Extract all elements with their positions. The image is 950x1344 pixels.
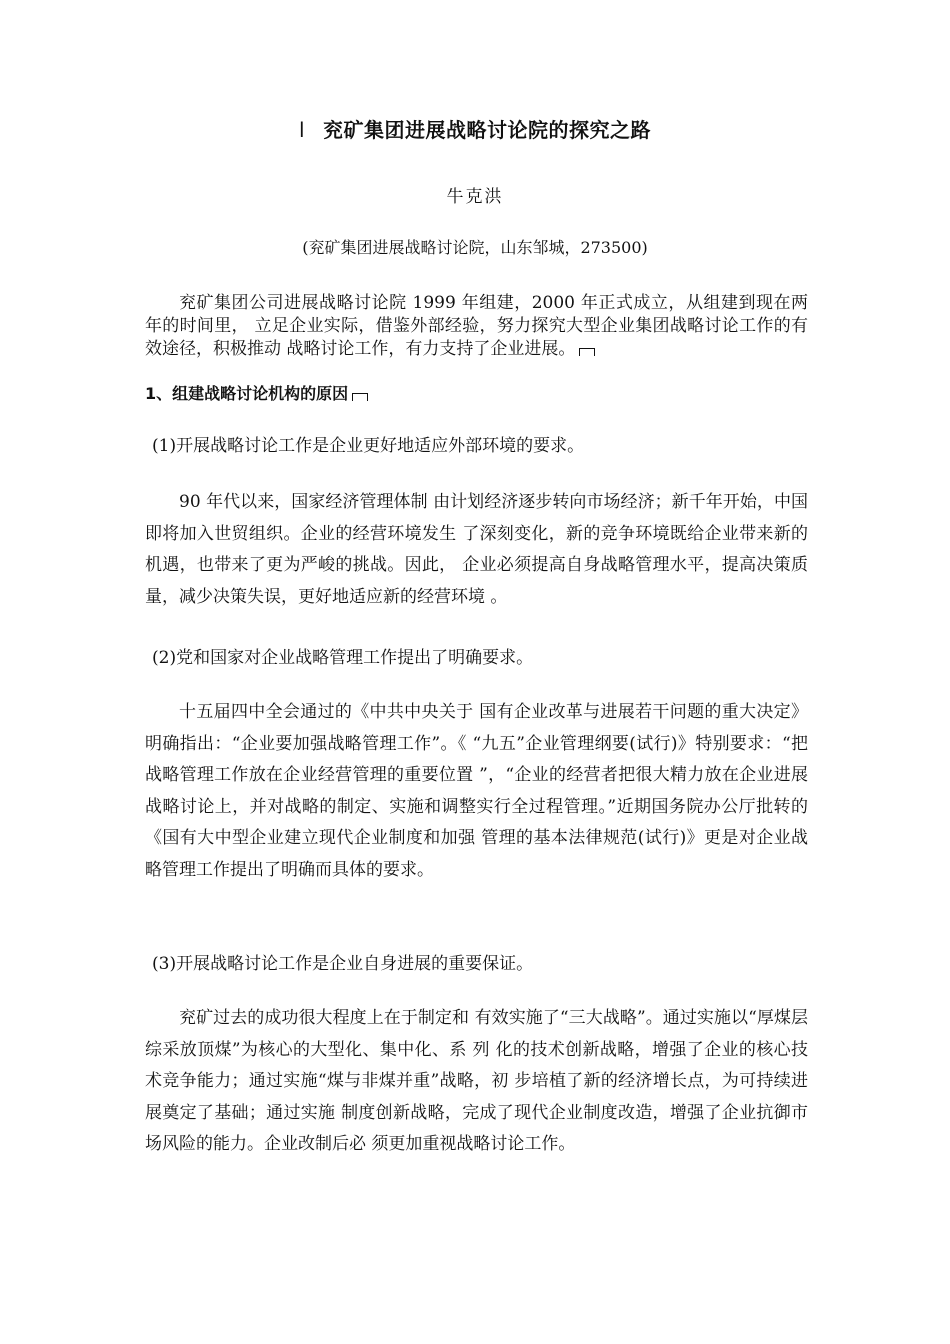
section-heading-text: 1、组建战略讨论机构的原因 <box>145 384 349 403</box>
abstract-paragraph <box>145 292 808 361</box>
author-name: 牛克洪 <box>446 187 504 207</box>
corner-mark-icon <box>352 393 368 401</box>
document-title <box>0 114 950 143</box>
subsection-heading-2: (2)党和国家对企业战略管理工作提出了明确要求。 <box>152 648 534 668</box>
corner-mark-icon <box>579 348 595 356</box>
subsection-paragraph-3: 兖矿过去的成功很大程度上在于制定和 有效实施了“三大战略”。通过实施以“厚煤层综采放顶煤”为核心的大型化、集中化、系 列 化的技术创新战略，增强了企业的核心技术竞争能力；通过实施“煤与非煤并重”战略，初 步培植了新的经济增长点，为可持续进展奠定了基础；通过实施 制度创新战略，完成了现代企业制度改造，增强了企业抗御市场风险的能力。企业改制后必 须更加重视战略讨论工作。 <box>145 1008 808 1154</box>
subsection-paragraph-1: 90 年代以来，国家经济管理体制 由计划经济逐步转向市场经济；新千年开始，中国即将加入世贸组织。企业的经营环境发生 了深刻变化，新的竞争环境既给企业带来新的机遇，也带来了更为严峻的挑战。因此， 企业必须提高自身战略管理水平，提高决策质量，减少决策失误，更好地适应新的经营环境 。 <box>145 492 808 607</box>
author-affiliation: (兖矿集团进展战略讨论院，山东邹城，273500) <box>302 238 648 257</box>
title-marker: l <box>298 118 306 142</box>
subsection-paragraph-2: 十五届四中全会通过的《中共中央关于 国有企业改革与进展若干问题的重大决定》明确指出：“企业要加强战略管理工作”。《 “九五”企业管理纲要(试行)》特别要求：“把战略管理工作放在企业经营管理的重要位置 ”，“企业的经营者把很大精力放在企业进展战略讨论上，并对战略的制定、实施和调整实行全过程管理。”近期国务院办公厅批转的《国有大中型企业建立现代企业制度和加强 管理的基本法律规范(试行)》更是对企业战略管理工作提出了明确而具体的要求。 <box>145 702 808 880</box>
title-text: 兖矿集团进展战略讨论院的探究之路 <box>323 118 652 142</box>
section-heading <box>145 381 368 404</box>
abstract-text: 兖矿集团公司进展战略讨论院 1999 年组建，2000 年正式成立，从组建到现在两年的时间里， 立足企业实际，借鉴外部经验，努力探究大型企业集团战略讨论工作的有效途径，积极推动 战略讨论工作，有力支持了企业进展。 <box>145 293 808 359</box>
subsection-heading-3: (3)开展战略讨论工作是企业自身进展的重要保证。 <box>152 954 534 974</box>
subsection-heading-1: (1)开展战略讨论工作是企业更好地适应外部环境的要求。 <box>152 436 585 456</box>
